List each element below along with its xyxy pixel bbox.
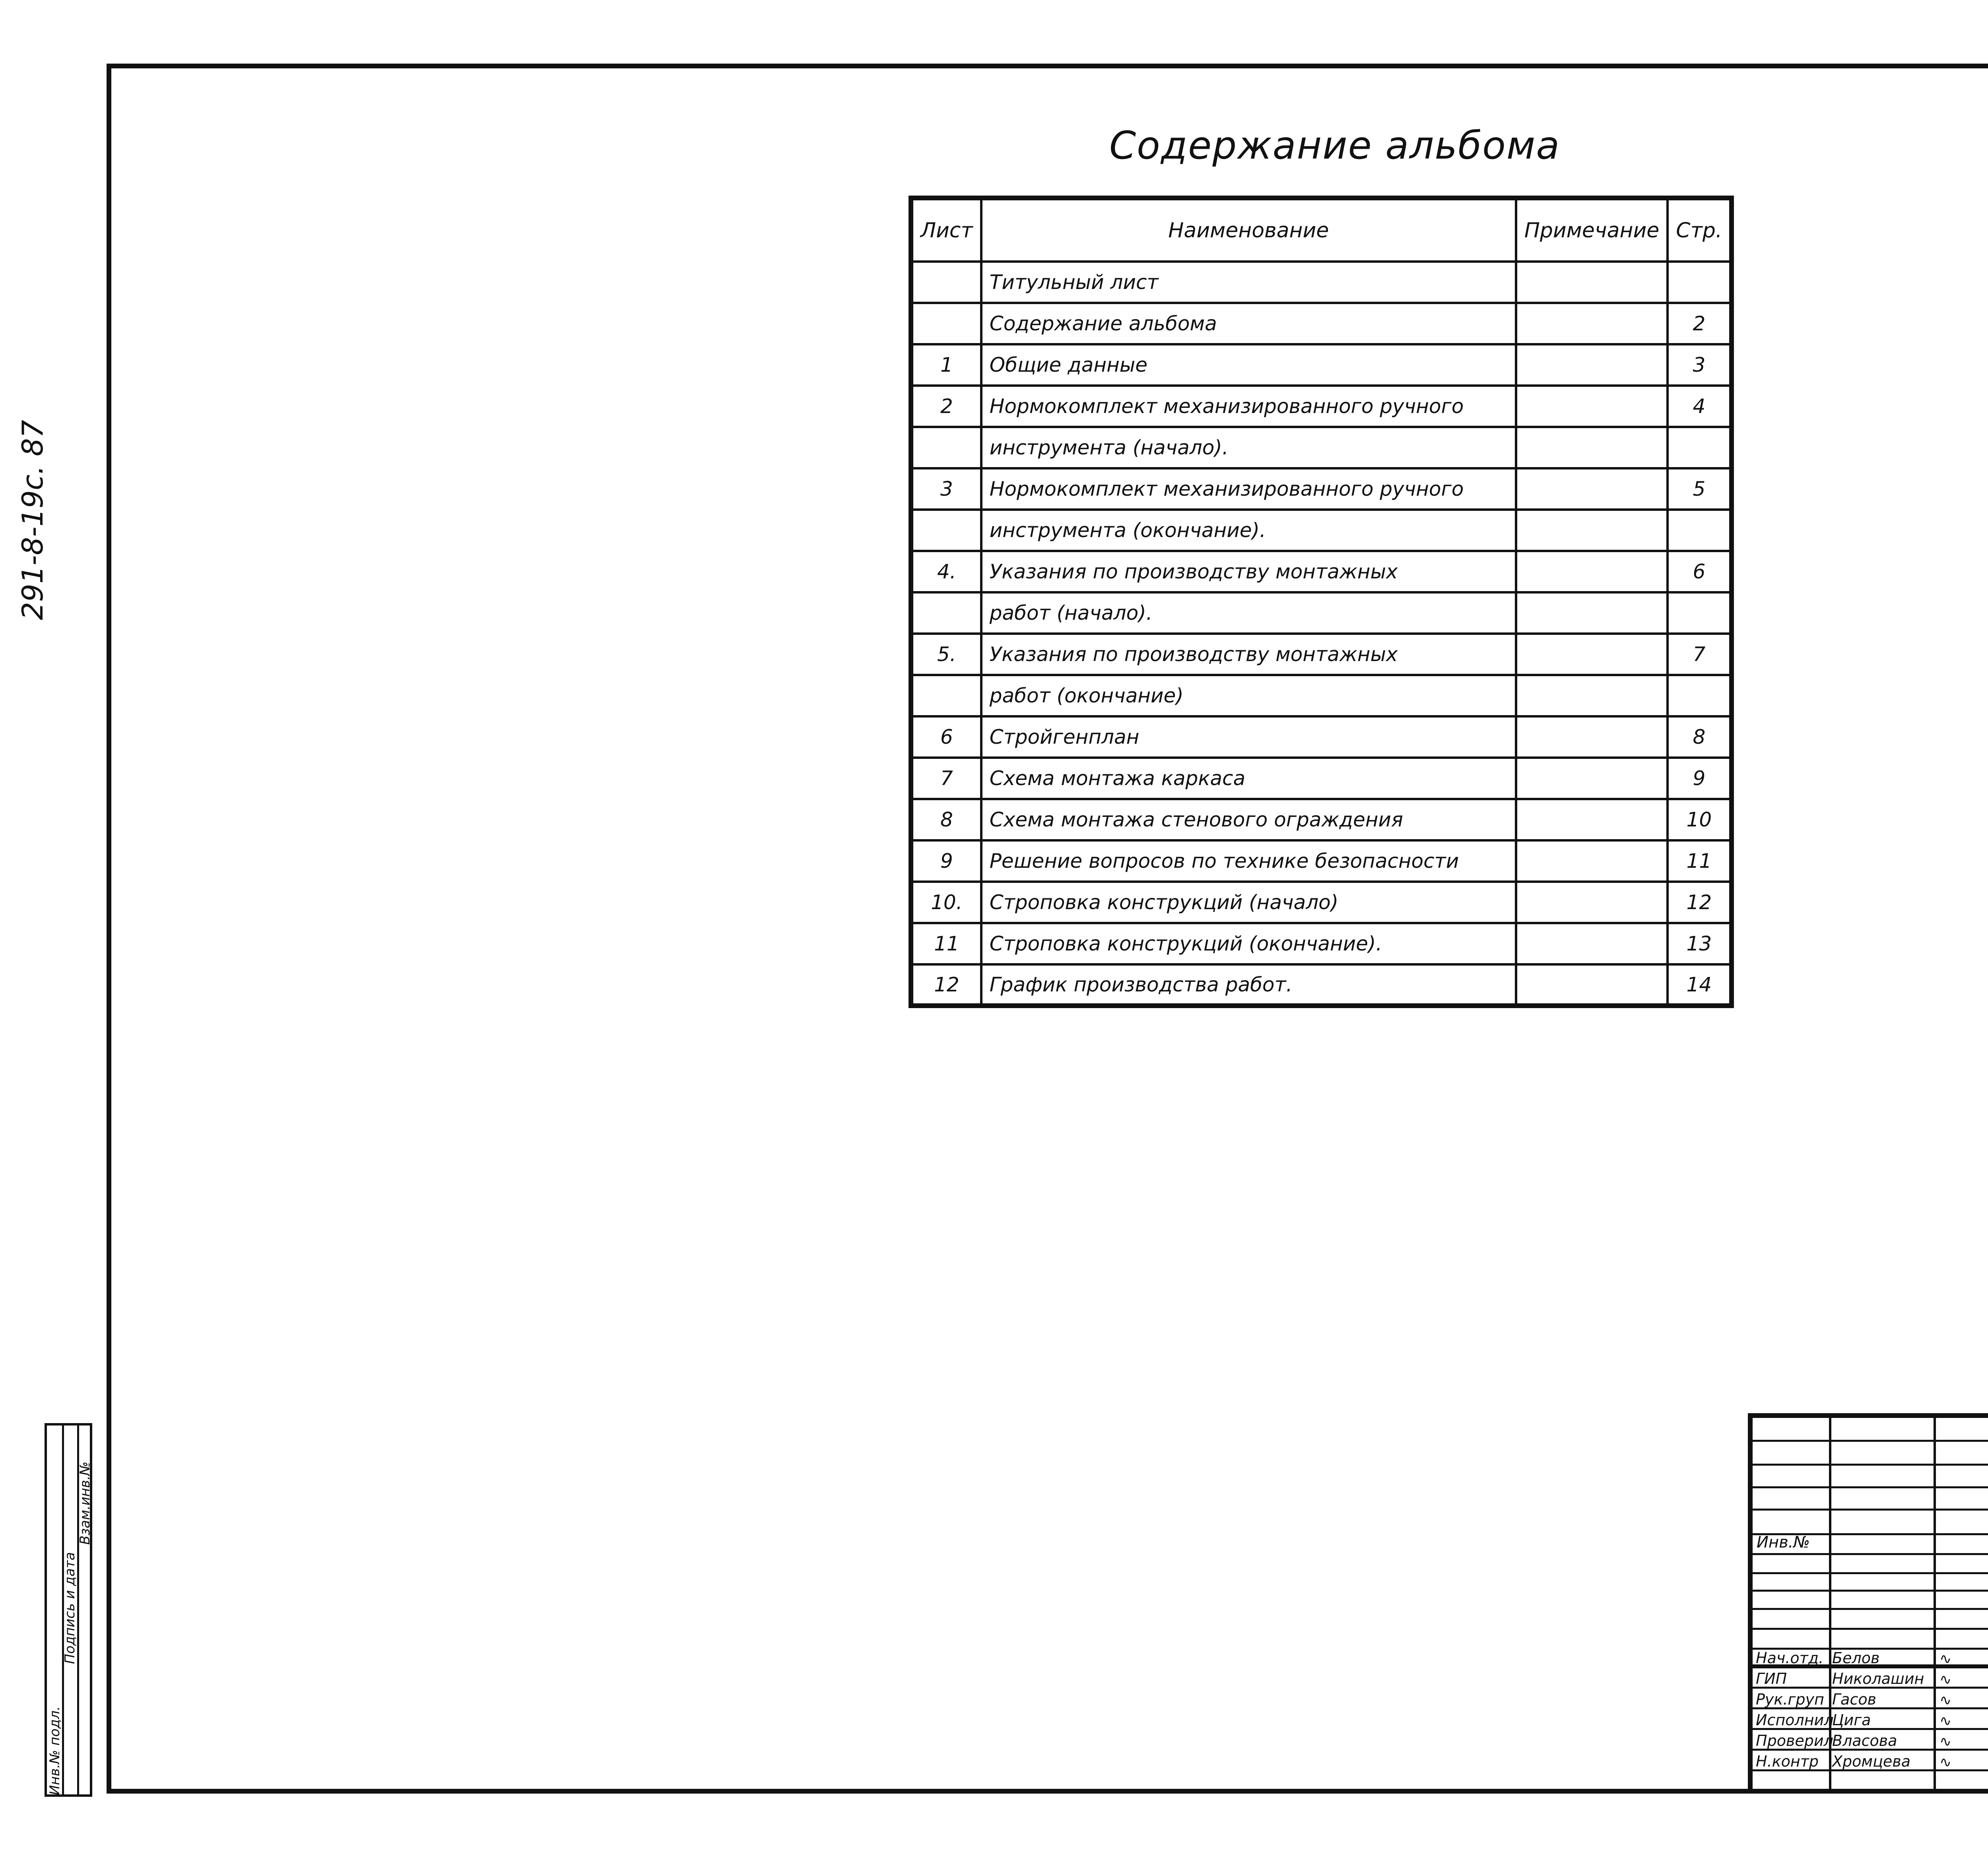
cell-note [1516,758,1668,799]
table-header-row [911,198,1732,262]
inv-label: Инв.№ [1757,1533,1810,1552]
cell-sheet [911,510,981,551]
role-name: Белов [1832,1649,1880,1667]
cell-note [1516,510,1668,551]
cell-page: 8 [1668,716,1732,758]
cell-page: 5 [1668,468,1732,510]
cell-sheet: 10. [911,882,981,923]
tb-line [1753,1509,1988,1511]
table-row [911,923,1732,964]
role-label: Проверил [1756,1732,1833,1749]
cell-page [1668,262,1732,303]
cell-sheet: 2 [911,386,981,427]
cell-page: 6 [1668,551,1732,592]
role-name: Николашин [1832,1670,1924,1687]
left-stamp [45,1423,92,1797]
cell-name: работ (начало). [981,592,1516,634]
cell-name: инструмента (начало). [981,427,1516,468]
table-row [911,468,1732,510]
cell-page [1668,510,1732,551]
table-row [911,551,1732,592]
table-row [911,386,1732,427]
left-stamp-label: Взам.инв.№ [77,1461,93,1545]
signature-mark: ∿ [1939,1692,1952,1709]
cell-sheet: 7 [911,758,981,799]
cell-sheet: 4. [911,551,981,592]
cell-name: Содержание альбома [981,303,1516,344]
role-label: ГИП [1756,1670,1787,1687]
cell-name: Стройгенплан [981,716,1516,758]
tb-line [1753,1572,1988,1574]
cell-sheet: 9 [911,840,981,882]
cell-sheet: 3 [911,468,981,510]
table-row [911,882,1732,923]
signature-mark: ∿ [1939,1734,1952,1750]
table-row [911,427,1732,468]
cell-page: 9 [1668,758,1732,799]
cell-note [1516,262,1668,303]
table-row [911,510,1732,551]
cell-sheet: 5. [911,634,981,675]
cell-name: График производства работ. [981,964,1516,1006]
cell-name: Титульный лист [981,262,1516,303]
cell-name: Схема монтажа стенового ограждения [981,799,1516,840]
cell-name: Указания по производству монтажных [981,551,1516,592]
role-name: Власова [1832,1732,1897,1749]
signature-mark: ∿ [1939,1672,1952,1688]
cell-note [1516,303,1668,344]
table-row [911,634,1732,675]
cell-page: 12 [1668,882,1732,923]
cell-note [1516,386,1668,427]
role-label: Рук.груп [1756,1691,1824,1708]
cell-page [1668,675,1732,716]
tb-line [1753,1590,1988,1592]
role-name: Цига [1832,1711,1871,1729]
signature-mark: ∿ [1939,1713,1952,1729]
cell-name: Схема монтажа каркаса [981,758,1516,799]
cell-name: работ (окончание) [981,675,1516,716]
role-label: Исполнил [1756,1711,1834,1729]
cell-name: Строповка конструкций (окончание). [981,923,1516,964]
table-row [911,344,1732,386]
document-title: Содержание альбома [1109,123,1561,168]
cell-name: Указания по производству монтажных [981,634,1516,675]
table-row [911,758,1732,799]
contents-table [909,196,1734,1008]
signature-mark: ∿ [1939,1754,1952,1771]
role-label: Н.контр [1756,1753,1819,1770]
table-row [911,799,1732,840]
tb-line [1934,1418,1936,1791]
cell-note [1516,840,1668,882]
cell-page: 13 [1668,923,1732,964]
title-block [1748,1413,1988,1791]
cell-note [1516,716,1668,758]
cell-page [1668,427,1732,468]
header-name: Наименование [981,198,1516,262]
cell-sheet: 8 [911,799,981,840]
header-note: Примечание [1516,198,1668,262]
tb-line [1753,1628,1988,1630]
table-row [911,964,1732,1006]
cell-page: 11 [1668,840,1732,882]
cell-note [1516,634,1668,675]
cell-name: Строповка конструкций (начало) [981,882,1516,923]
cell-note [1516,551,1668,592]
table-row [911,675,1732,716]
role-name: Гасов [1832,1691,1876,1708]
cell-page: 7 [1668,634,1732,675]
cell-sheet: 6 [911,716,981,758]
cell-name: инструмента (окончание). [981,510,1516,551]
cell-name: Нормокомплект механизированного ручного [981,468,1516,510]
cell-name: Решение вопросов по технике безопасности [981,840,1516,882]
cell-page [1668,592,1732,634]
cell-page: 14 [1668,964,1732,1006]
left-stamp-label: Подпись и дата [62,1552,78,1664]
cell-page: 10 [1668,799,1732,840]
cell-sheet [911,303,981,344]
table-row [911,592,1732,634]
cell-note [1516,675,1668,716]
cell-sheet [911,675,981,716]
tb-line [1753,1486,1988,1488]
cell-sheet [911,262,981,303]
cell-page: 2 [1668,303,1732,344]
cell-note [1516,882,1668,923]
cell-page: 4 [1668,386,1732,427]
cell-note [1516,344,1668,386]
cell-name: Нормокомплект механизированного ручного [981,386,1516,427]
cell-note [1516,592,1668,634]
cell-sheet [911,427,981,468]
header-sheet: Лист [911,198,981,262]
cell-sheet: 12 [911,964,981,1006]
cell-name: Общие данные [981,344,1516,386]
tb-line [1753,1608,1988,1610]
tb-line [1753,1464,1988,1466]
table-row [911,716,1732,758]
tb-line [1753,1553,1988,1555]
table-row [911,262,1732,303]
cell-note [1516,427,1668,468]
cell-note [1516,923,1668,964]
side-code: 291-8-19с. 87 [16,420,49,620]
cell-note [1516,964,1668,1006]
table-row [911,840,1732,882]
cell-page: 3 [1668,344,1732,386]
table-row [911,303,1732,344]
header-page: Стр. [1668,198,1732,262]
cell-sheet: 11 [911,923,981,964]
cell-note [1516,468,1668,510]
tb-line [1753,1440,1988,1442]
role-name: Хромцева [1832,1753,1910,1770]
cell-sheet [911,592,981,634]
signature-mark: ∿ [1939,1651,1952,1667]
cell-note [1516,799,1668,840]
cell-sheet: 1 [911,344,981,386]
role-label: Нач.отд. [1756,1649,1824,1667]
left-stamp-label: Инв.№ подл. [47,1706,63,1795]
